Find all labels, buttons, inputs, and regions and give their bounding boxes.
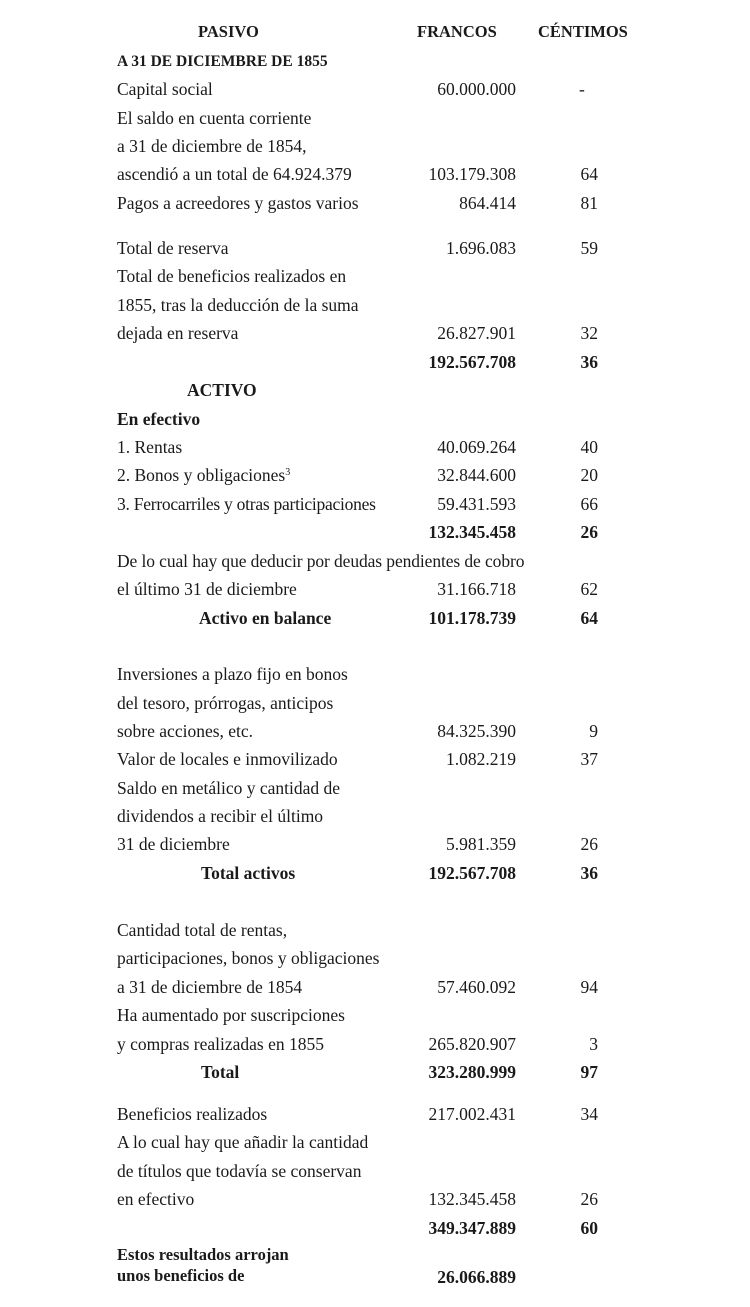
anadir-line-3: en efectivo <box>117 1189 195 1209</box>
final-line-1: Estos resultados arrojan <box>117 1245 289 1264</box>
beneficios-line-3: dejada en reserva <box>117 323 239 343</box>
metalico-line-3: 31 de diciembre <box>117 834 230 854</box>
bonos-label-row <box>117 464 290 486</box>
saldo-centimos: 64 <box>580 164 598 184</box>
activo-heading: ACTIVO <box>187 380 257 400</box>
beneficios-centimos: 32 <box>580 323 598 343</box>
pasivo-total-centimos: 36 <box>580 352 598 372</box>
saldo-line-3: ascendió a un total de 64.924.379 <box>117 164 352 184</box>
saldo-line-2: a 31 de diciembre de 1854, <box>117 136 307 156</box>
efectivo-subtotal-centimos: 26 <box>580 522 598 542</box>
beneficios-line-2: 1855, tras la deducción de la suma <box>117 295 359 315</box>
cantidad-total-francos: 323.280.999 <box>428 1062 516 1082</box>
metalico-francos: 5.981.359 <box>446 834 516 854</box>
cantidad-total-centimos: 97 <box>580 1062 598 1082</box>
metalico-centimos: 26 <box>580 834 598 854</box>
final-francos: 26.066.889 <box>437 1267 516 1287</box>
rentas-centimos: 40 <box>580 437 598 457</box>
cantidad-francos: 57.460.092 <box>437 977 516 997</box>
pasivo-total-francos: 192.567.708 <box>428 352 516 372</box>
footnote-ref: 3 <box>285 467 291 478</box>
rentas-francos: 40.069.264 <box>437 437 516 457</box>
deducir-centimos: 62 <box>580 579 598 599</box>
inversiones-line-1: Inversiones a plazo fijo en bonos <box>117 664 348 684</box>
resultados-total-francos: 349.347.889 <box>428 1218 516 1238</box>
capital-label: Capital social <box>117 79 213 99</box>
deducir-line-1: De lo cual hay que deducir por deudas pendientes de cobro <box>117 551 525 571</box>
pasivo-header: PASIVO <box>198 22 259 41</box>
beneficios-realizados-francos: 217.002.431 <box>428 1104 516 1124</box>
beneficios-francos: 26.827.901 <box>437 323 516 343</box>
date-heading: A 31 DE DICIEMBRE DE 1855 <box>117 53 328 70</box>
locales-centimos: 37 <box>580 749 598 769</box>
capital-francos: 60.000.000 <box>437 79 516 99</box>
cantidad-line-1: Cantidad total de rentas, <box>117 920 288 940</box>
anadir-line-2: de títulos que todavía se conservan <box>117 1161 362 1181</box>
anadir-centimos: 26 <box>580 1189 598 1209</box>
ferro-centimos: 66 <box>580 494 598 514</box>
total-activos-francos: 192.567.708 <box>428 863 516 883</box>
saldo-line-1: El saldo en cuenta corriente <box>117 108 312 128</box>
anadir-line-1: A lo cual hay que añadir la cantidad <box>117 1132 369 1152</box>
reserva-centimos: 59 <box>580 238 598 258</box>
beneficios-realizados-label: Beneficios realizados <box>117 1104 268 1124</box>
deducir-line-2: el último 31 de diciembre <box>117 579 297 599</box>
francos-header: FRANCOS <box>417 22 497 41</box>
efectivo-heading: En efectivo <box>117 409 201 429</box>
balance-francos: 101.178.739 <box>428 608 516 628</box>
pagos-centimos: 81 <box>580 193 598 213</box>
metalico-line-2: dividendos a recibir el último <box>117 806 324 826</box>
bonos-label: 2. Bonos y obligaciones <box>117 465 286 485</box>
ferro-label: 3. Ferrocarriles y otras participaciones <box>117 494 376 514</box>
capital-centimos: - <box>579 79 585 99</box>
bonos-centimos: 20 <box>580 465 598 485</box>
locales-francos: 1.082.219 <box>446 749 516 769</box>
centimos-header: CÉNTIMOS <box>538 22 628 41</box>
cantidad-line-2: participaciones, bonos y obligaciones <box>117 948 380 968</box>
inversiones-centimos: 9 <box>589 721 598 741</box>
inversiones-line-2: del tesoro, prórrogas, anticipos <box>117 693 334 713</box>
beneficios-line-1: Total de beneficios realizados en <box>117 266 347 286</box>
inversiones-line-3: sobre acciones, etc. <box>117 721 254 741</box>
inversiones-francos: 84.325.390 <box>437 721 516 741</box>
reserva-label: Total de reserva <box>117 238 229 258</box>
rentas-label: 1. Rentas <box>117 437 183 457</box>
cantidad-centimos: 94 <box>580 977 598 997</box>
deducir-francos: 31.166.718 <box>437 579 516 599</box>
pagos-label: Pagos a acreedores y gastos varios <box>117 193 359 213</box>
saldo-francos: 103.179.308 <box>428 164 516 184</box>
beneficios-realizados-centimos: 34 <box>580 1104 598 1124</box>
pagos-francos: 864.414 <box>459 193 516 213</box>
efectivo-subtotal-francos: 132.345.458 <box>428 522 516 542</box>
aumento-line-1: Ha aumentado por suscripciones <box>117 1005 345 1025</box>
aumento-line-2: y compras realizadas en 1855 <box>117 1034 325 1054</box>
balance-centimos: 64 <box>580 608 598 628</box>
resultados-total-centimos: 60 <box>580 1218 598 1238</box>
total-activos-label: Total activos <box>201 863 296 883</box>
reserva-francos: 1.696.083 <box>446 238 516 258</box>
aumento-francos: 265.820.907 <box>428 1034 516 1054</box>
cantidad-total-label: Total <box>201 1062 240 1082</box>
final-line-2: unos beneficios de <box>117 1266 245 1285</box>
balance-label: Activo en balance <box>199 608 332 628</box>
aumento-centimos: 3 <box>589 1034 598 1054</box>
anadir-francos: 132.345.458 <box>428 1189 516 1209</box>
cantidad-line-3: a 31 de diciembre de 1854 <box>117 977 303 997</box>
total-activos-centimos: 36 <box>580 863 598 883</box>
bonos-francos: 32.844.600 <box>437 465 516 485</box>
ferro-francos: 59.431.593 <box>437 494 516 514</box>
metalico-line-1: Saldo en metálico y cantidad de <box>117 778 341 798</box>
locales-label: Valor de locales e inmovilizado <box>117 749 338 769</box>
